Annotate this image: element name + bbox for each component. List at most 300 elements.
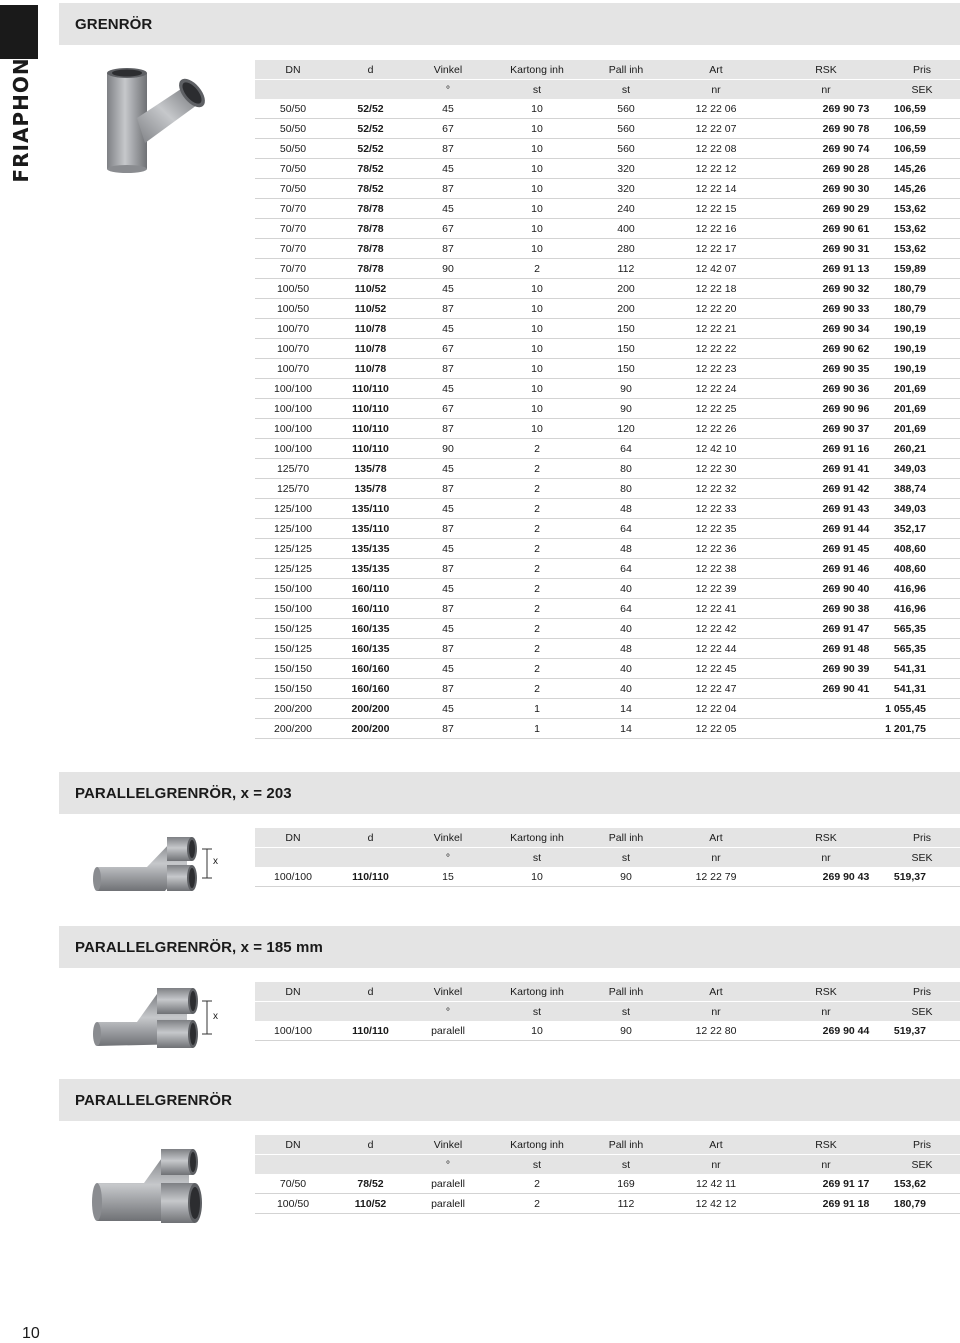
table-row [255, 99, 960, 119]
cell-pris: 190,19 [884, 339, 960, 359]
table-row [255, 579, 960, 599]
page-number: 10 [22, 1325, 40, 1342]
cell-art: 12 22 32 [664, 479, 768, 499]
col-vinkel: Vinkel [410, 1135, 486, 1155]
cell-kartong: 1 [486, 719, 588, 739]
table-row [255, 299, 960, 319]
cell-dn: 70/70 [255, 259, 331, 279]
cell-art: 12 22 80 [664, 1021, 768, 1041]
cell-art: 12 42 10 [664, 439, 768, 459]
cell-art: 12 22 04 [664, 699, 768, 719]
cell-pall: 48 [588, 639, 664, 659]
cell-kartong: 10 [486, 399, 588, 419]
cell-art: 12 42 12 [664, 1194, 768, 1214]
col-rsk: RSK [768, 982, 884, 1002]
unit-dn [255, 1002, 331, 1022]
cell-rsk: 269 90 41 [768, 679, 884, 699]
cell-dn: 100/70 [255, 339, 331, 359]
cell-kartong: 10 [486, 139, 588, 159]
cell-vinkel: 87 [410, 679, 486, 699]
col-pall: Pall inh [588, 828, 664, 848]
cell-kartong: 10 [486, 159, 588, 179]
unit-pall: st [588, 80, 664, 100]
table-row [255, 659, 960, 679]
table-row [255, 179, 960, 199]
table-row [255, 539, 960, 559]
cell-art: 12 22 05 [664, 719, 768, 739]
cell-pris: 153,62 [884, 219, 960, 239]
cell-rsk: 269 90 74 [768, 139, 884, 159]
cell-pris: 180,79 [884, 279, 960, 299]
col-dn: DN [255, 60, 331, 80]
cell-dn: 100/50 [255, 1194, 331, 1214]
section-title: PARALLELGRENRÖR, x = 203 [59, 772, 960, 814]
cell-rsk: 269 91 17 [768, 1174, 884, 1194]
cell-dn: 150/100 [255, 599, 331, 619]
unit-vinkel: ° [410, 848, 486, 868]
cell-pall: 320 [588, 179, 664, 199]
cell-d: 110/110 [331, 419, 410, 439]
unit-pris: SEK [884, 80, 960, 100]
cell-vinkel: 45 [410, 499, 486, 519]
cell-pris: 565,35 [884, 619, 960, 639]
table-row [255, 219, 960, 239]
table-row [255, 119, 960, 139]
table-row [255, 599, 960, 619]
col-vinkel: Vinkel [410, 982, 486, 1002]
cell-dn: 150/150 [255, 659, 331, 679]
cell-dn: 100/100 [255, 379, 331, 399]
cell-vinkel: 87 [410, 519, 486, 539]
cell-vinkel: 45 [410, 579, 486, 599]
cell-dn: 100/50 [255, 299, 331, 319]
cell-dn: 70/70 [255, 199, 331, 219]
cell-d: 110/110 [331, 379, 410, 399]
cell-vinkel: 67 [410, 119, 486, 139]
parallelgrenror-203-table [255, 828, 960, 887]
header-row [255, 60, 960, 80]
cell-pris: 201,69 [884, 399, 960, 419]
cell-pall: 280 [588, 239, 664, 259]
section-title: PARALLELGRENRÖR, x = 185 mm [59, 926, 960, 968]
header-row [255, 828, 960, 848]
cell-pall: 320 [588, 159, 664, 179]
unit-kartong: st [486, 1155, 588, 1175]
cell-vinkel: 87 [410, 599, 486, 619]
unit-art: nr [664, 80, 768, 100]
cell-d: 110/52 [331, 1194, 410, 1214]
cell-kartong: 2 [486, 579, 588, 599]
unit-rsk: nr [768, 1002, 884, 1022]
cell-rsk: 269 90 35 [768, 359, 884, 379]
cell-pall: 14 [588, 699, 664, 719]
cell-pris: 349,03 [884, 459, 960, 479]
cell-kartong: 2 [486, 659, 588, 679]
cell-rsk: 269 90 40 [768, 579, 884, 599]
section-parallelgrenror [59, 1079, 960, 1239]
cell-vinkel: 45 [410, 99, 486, 119]
cell-d: 160/135 [331, 639, 410, 659]
cell-pris: 541,31 [884, 679, 960, 699]
unit-d [331, 848, 410, 868]
cell-art: 12 22 06 [664, 99, 768, 119]
cell-vinkel: 87 [410, 559, 486, 579]
col-kartong: Kartong inh [486, 1135, 588, 1155]
col-dn: DN [255, 982, 331, 1002]
cell-rsk [768, 719, 884, 739]
cell-art: 12 22 08 [664, 139, 768, 159]
cell-dn: 150/150 [255, 679, 331, 699]
cell-pris: 145,26 [884, 179, 960, 199]
cell-dn: 200/200 [255, 699, 331, 719]
cell-vinkel: 67 [410, 219, 486, 239]
cell-d: 110/110 [331, 1021, 410, 1041]
cell-rsk: 269 90 73 [768, 99, 884, 119]
unit-pris: SEK [884, 1002, 960, 1022]
section-grenror [59, 3, 960, 748]
cell-kartong: 2 [486, 479, 588, 499]
col-pris: Pris [884, 828, 960, 848]
cell-vinkel: 45 [410, 319, 486, 339]
unit-dn [255, 80, 331, 100]
col-pall: Pall inh [588, 60, 664, 80]
cell-dn: 100/50 [255, 279, 331, 299]
section-title: GRENRÖR [59, 3, 960, 45]
cell-rsk: 269 90 62 [768, 339, 884, 359]
cell-d: 110/110 [331, 399, 410, 419]
cell-rsk: 269 90 37 [768, 419, 884, 439]
cell-pall: 40 [588, 579, 664, 599]
unit-pall: st [588, 1002, 664, 1022]
unit-art: nr [664, 1002, 768, 1022]
col-art: Art [664, 982, 768, 1002]
cell-pris: 349,03 [884, 499, 960, 519]
cell-pris: 565,35 [884, 639, 960, 659]
cell-art: 12 22 25 [664, 399, 768, 419]
cell-dn: 100/100 [255, 419, 331, 439]
table-row [255, 259, 960, 279]
cell-art: 12 22 07 [664, 119, 768, 139]
cell-pall: 48 [588, 539, 664, 559]
cell-kartong: 10 [486, 319, 588, 339]
cell-dn: 100/70 [255, 319, 331, 339]
cell-pris: 541,31 [884, 659, 960, 679]
cell-dn: 70/50 [255, 1174, 331, 1194]
cell-kartong: 10 [486, 1021, 588, 1041]
cell-pall: 560 [588, 139, 664, 159]
cell-dn: 50/50 [255, 139, 331, 159]
col-d: d [331, 1135, 410, 1155]
cell-pall: 64 [588, 559, 664, 579]
cell-rsk: 269 90 30 [768, 179, 884, 199]
cell-art: 12 22 12 [664, 159, 768, 179]
cell-d: 160/160 [331, 679, 410, 699]
cell-dn: 125/125 [255, 559, 331, 579]
cell-art: 12 22 23 [664, 359, 768, 379]
cell-d: 110/78 [331, 319, 410, 339]
cell-art: 12 22 42 [664, 619, 768, 639]
cell-dn: 100/100 [255, 439, 331, 459]
cell-rsk: 269 91 41 [768, 459, 884, 479]
cell-kartong: 2 [486, 499, 588, 519]
cell-dn: 100/100 [255, 867, 331, 887]
table-row [255, 1021, 960, 1041]
cell-rsk: 269 90 34 [768, 319, 884, 339]
cell-art: 12 22 15 [664, 199, 768, 219]
cell-rsk: 269 91 46 [768, 559, 884, 579]
col-pris: Pris [884, 60, 960, 80]
col-art: Art [664, 60, 768, 80]
cell-rsk: 269 90 39 [768, 659, 884, 679]
unit-pris: SEK [884, 1155, 960, 1175]
cell-pris: 106,59 [884, 119, 960, 139]
cell-rsk: 269 90 44 [768, 1021, 884, 1041]
cell-rsk: 269 91 13 [768, 259, 884, 279]
col-rsk: RSK [768, 828, 884, 848]
cell-art: 12 22 18 [664, 279, 768, 299]
cell-vinkel: 87 [410, 179, 486, 199]
col-pall: Pall inh [588, 982, 664, 1002]
cell-kartong: 10 [486, 339, 588, 359]
unit-pall: st [588, 1155, 664, 1175]
unit-row [255, 1002, 960, 1022]
cell-pall: 90 [588, 379, 664, 399]
cell-pris: 1 201,75 [884, 719, 960, 739]
cell-dn: 125/70 [255, 479, 331, 499]
cell-rsk: 269 91 48 [768, 639, 884, 659]
cell-rsk: 269 91 18 [768, 1194, 884, 1214]
table-row [255, 279, 960, 299]
cell-rsk: 269 90 28 [768, 159, 884, 179]
cell-pall: 64 [588, 439, 664, 459]
cell-dn: 150/125 [255, 639, 331, 659]
parallelgrenror-185-table [255, 982, 960, 1041]
parallel-branch-pipe-icon [87, 980, 247, 1056]
cell-art: 12 22 24 [664, 379, 768, 399]
cell-pall: 64 [588, 599, 664, 619]
cell-kartong: 10 [486, 867, 588, 887]
cell-vinkel: paralell [410, 1021, 486, 1041]
cell-kartong: 10 [486, 379, 588, 399]
cell-vinkel: 45 [410, 539, 486, 559]
cell-vinkel: 45 [410, 199, 486, 219]
cell-art: 12 22 17 [664, 239, 768, 259]
unit-pall: st [588, 848, 664, 868]
cell-rsk: 269 90 78 [768, 119, 884, 139]
cell-kartong: 2 [486, 459, 588, 479]
cell-pall: 240 [588, 199, 664, 219]
cell-pris: 201,69 [884, 419, 960, 439]
cell-pall: 90 [588, 1021, 664, 1041]
cell-pall: 560 [588, 119, 664, 139]
table-row [255, 867, 960, 887]
cell-d: 135/135 [331, 559, 410, 579]
cell-pris: 519,37 [884, 1021, 960, 1041]
col-dn: DN [255, 1135, 331, 1155]
cell-pris: 106,59 [884, 139, 960, 159]
cell-pall: 200 [588, 279, 664, 299]
cell-kartong: 2 [486, 559, 588, 579]
cell-dn: 50/50 [255, 119, 331, 139]
cell-vinkel: 87 [410, 719, 486, 739]
cell-vinkel: 67 [410, 399, 486, 419]
cell-rsk: 269 90 29 [768, 199, 884, 219]
cell-pris: 190,19 [884, 319, 960, 339]
cell-dn: 100/70 [255, 359, 331, 379]
unit-dn [255, 848, 331, 868]
cell-d: 110/52 [331, 299, 410, 319]
cell-vinkel: 45 [410, 379, 486, 399]
unit-d [331, 80, 410, 100]
col-vinkel: Vinkel [410, 828, 486, 848]
table-row [255, 459, 960, 479]
cell-dn: 70/70 [255, 219, 331, 239]
cell-pris: 260,21 [884, 439, 960, 459]
cell-dn: 200/200 [255, 719, 331, 739]
cell-d: 135/110 [331, 519, 410, 539]
cell-kartong: 10 [486, 239, 588, 259]
cell-pall: 150 [588, 339, 664, 359]
brand-block [0, 5, 38, 59]
cell-rsk: 269 90 33 [768, 299, 884, 319]
unit-kartong: st [486, 1002, 588, 1022]
col-d: d [331, 828, 410, 848]
cell-pall: 112 [588, 259, 664, 279]
section-parallelgrenror-185 [59, 926, 960, 1056]
cell-pall: 112 [588, 1194, 664, 1214]
cell-pall: 64 [588, 519, 664, 539]
cell-pall: 169 [588, 1174, 664, 1194]
header-row [255, 1135, 960, 1155]
cell-pris: 153,62 [884, 1174, 960, 1194]
table-row [255, 619, 960, 639]
cell-art: 12 22 38 [664, 559, 768, 579]
cell-kartong: 10 [486, 199, 588, 219]
col-vinkel: Vinkel [410, 60, 486, 80]
table-row [255, 399, 960, 419]
table-row [255, 139, 960, 159]
cell-pall: 40 [588, 659, 664, 679]
cell-pris: 416,96 [884, 599, 960, 619]
table-row [255, 679, 960, 699]
cell-vinkel: 87 [410, 639, 486, 659]
cell-d: 52/52 [331, 99, 410, 119]
cell-art: 12 22 35 [664, 519, 768, 539]
unit-row [255, 1155, 960, 1175]
cell-d: 200/200 [331, 699, 410, 719]
col-dn: DN [255, 828, 331, 848]
col-rsk: RSK [768, 1135, 884, 1155]
cell-pris: 180,79 [884, 299, 960, 319]
cell-art: 12 22 14 [664, 179, 768, 199]
cell-d: 78/78 [331, 199, 410, 219]
cell-pris: 180,79 [884, 1194, 960, 1214]
cell-pall: 90 [588, 867, 664, 887]
table-row [255, 559, 960, 579]
cell-kartong: 10 [486, 299, 588, 319]
cell-rsk: 269 91 44 [768, 519, 884, 539]
cell-vinkel: 87 [410, 359, 486, 379]
cell-kartong: 2 [486, 639, 588, 659]
cell-pall: 48 [588, 499, 664, 519]
table-row [255, 359, 960, 379]
cell-art: 12 22 44 [664, 639, 768, 659]
cell-pris: 190,19 [884, 359, 960, 379]
cell-art: 12 22 39 [664, 579, 768, 599]
cell-dn: 125/70 [255, 459, 331, 479]
cell-rsk: 269 91 47 [768, 619, 884, 639]
parallel-branch-pipe-icon [89, 1141, 249, 1231]
cell-vinkel: 87 [410, 299, 486, 319]
cell-rsk: 269 91 42 [768, 479, 884, 499]
cell-kartong: 1 [486, 699, 588, 719]
cell-art: 12 22 79 [664, 867, 768, 887]
y-branch-45-pipe-icon [77, 63, 237, 173]
cell-pall: 14 [588, 719, 664, 739]
cell-vinkel: 87 [410, 419, 486, 439]
unit-d [331, 1002, 410, 1022]
table-row [255, 439, 960, 459]
parallel-branch-pipe-icon [87, 827, 247, 899]
cell-pall: 150 [588, 359, 664, 379]
table-row [255, 1194, 960, 1214]
cell-vinkel: 67 [410, 339, 486, 359]
col-art: Art [664, 1135, 768, 1155]
unit-vinkel: ° [410, 1155, 486, 1175]
cell-art: 12 22 20 [664, 299, 768, 319]
cell-pall: 90 [588, 399, 664, 419]
unit-d [331, 1155, 410, 1175]
cell-rsk: 269 90 61 [768, 219, 884, 239]
cell-d: 135/78 [331, 479, 410, 499]
cell-vinkel: 87 [410, 479, 486, 499]
table-row [255, 479, 960, 499]
cell-kartong: 10 [486, 179, 588, 199]
cell-kartong: 2 [486, 1174, 588, 1194]
unit-pris: SEK [884, 848, 960, 868]
cell-pris: 388,74 [884, 479, 960, 499]
cell-pris: 106,59 [884, 99, 960, 119]
unit-rsk: nr [768, 1155, 884, 1175]
unit-row [255, 80, 960, 100]
cell-art: 12 22 22 [664, 339, 768, 359]
cell-d: 135/110 [331, 499, 410, 519]
cell-dn: 150/100 [255, 579, 331, 599]
cell-rsk: 269 90 31 [768, 239, 884, 259]
parallelgrenror-table [255, 1135, 960, 1214]
table-row [255, 339, 960, 359]
cell-dn: 70/50 [255, 159, 331, 179]
cell-vinkel: 45 [410, 619, 486, 639]
dimension-x-label: x [213, 856, 218, 867]
cell-d: 78/52 [331, 159, 410, 179]
cell-vinkel: paralell [410, 1194, 486, 1214]
cell-pall: 40 [588, 679, 664, 699]
cell-kartong: 10 [486, 359, 588, 379]
col-kartong: Kartong inh [486, 828, 588, 848]
table-row [255, 159, 960, 179]
table-row [255, 639, 960, 659]
cell-dn: 150/125 [255, 619, 331, 639]
cell-d: 52/52 [331, 139, 410, 159]
cell-d: 78/78 [331, 259, 410, 279]
cell-dn: 70/70 [255, 239, 331, 259]
cell-pris: 153,62 [884, 199, 960, 219]
cell-rsk: 269 90 43 [768, 867, 884, 887]
cell-kartong: 2 [486, 619, 588, 639]
grenror-table [255, 60, 960, 739]
table-row [255, 719, 960, 739]
